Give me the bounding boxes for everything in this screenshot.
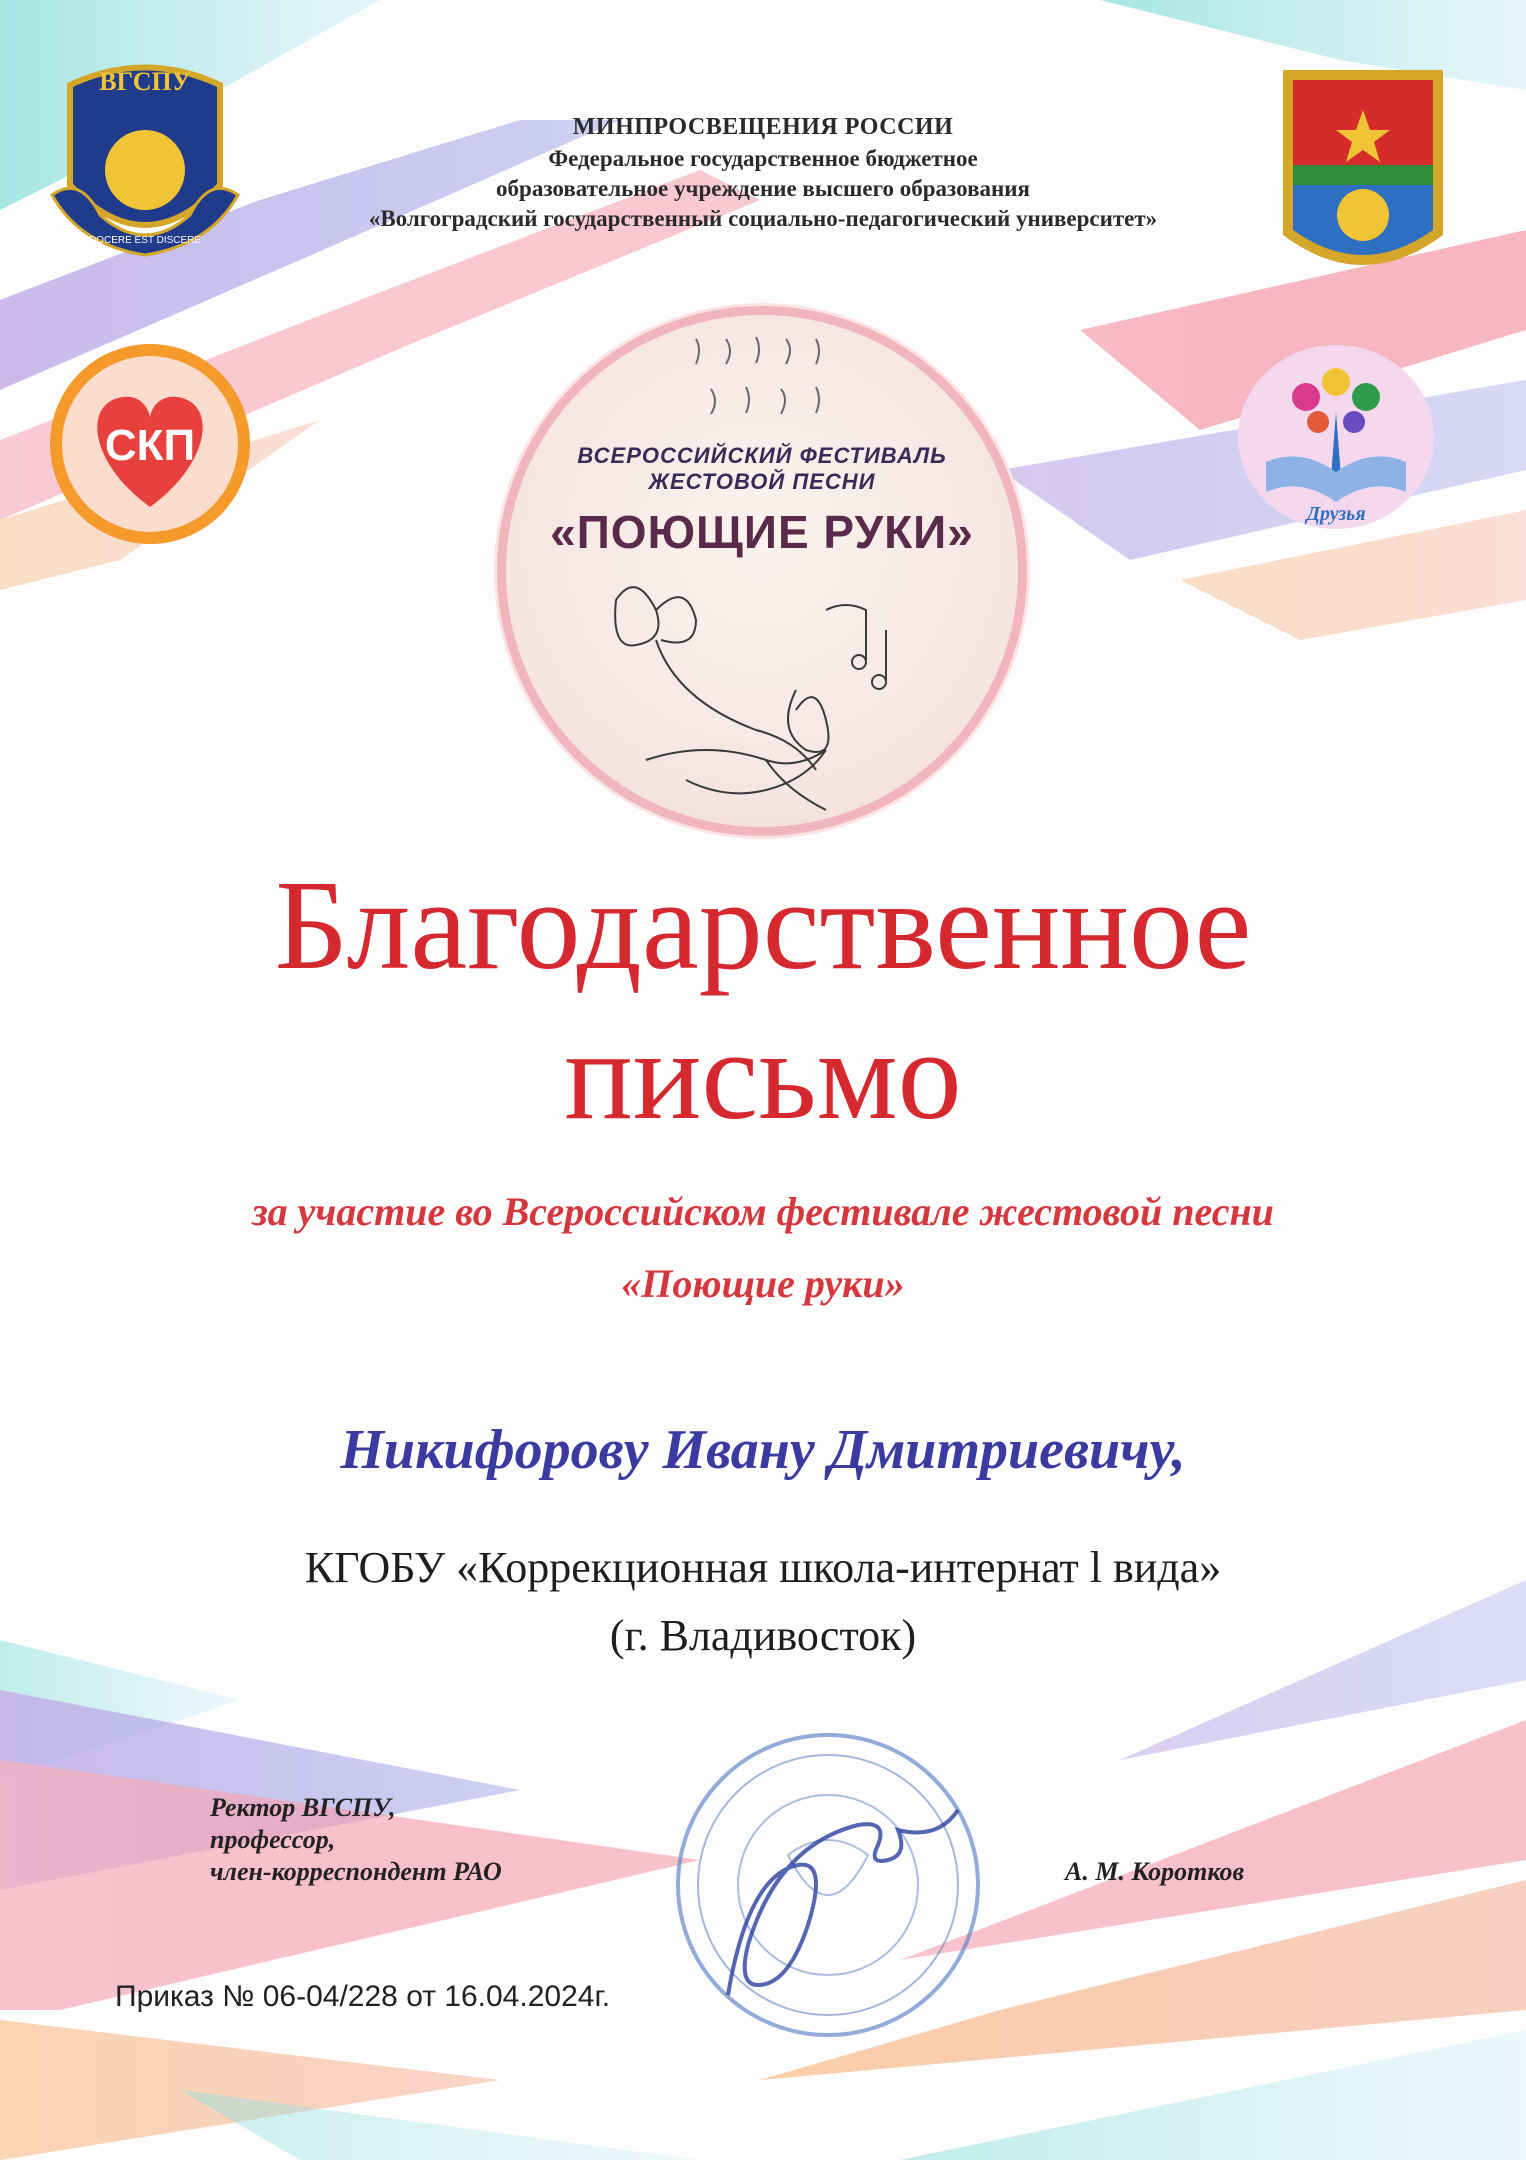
ministry-label: МИНПРОСВЕЩЕНИЯ РОССИИ	[572, 114, 954, 140]
svg-text:DOCERE EST DISCERE: DOCERE EST DISCERE	[88, 235, 202, 246]
ribbon-purple-bottom-right	[1120, 1580, 1526, 1760]
druzya-tree-book-logo-icon	[1236, 342, 1436, 532]
header-line-3: образовательное учреждение высшего образования	[496, 176, 1030, 201]
sign-language-hands-icon	[686, 329, 856, 439]
university-crest-icon	[40, 55, 250, 275]
hand-butterfly-music-drawing-icon	[596, 570, 956, 820]
title-line-2: письмо	[564, 1004, 962, 1146]
skp-heart-logo-icon	[48, 342, 253, 547]
festival-line-3: «ПОЮЩИЕ РУКИ»	[550, 506, 974, 558]
festival-line-1: ВСЕРОССИЙСКИЙ ФЕСТИВАЛЬ	[577, 443, 947, 468]
recipient-city: (г. Владивосток)	[609, 1611, 917, 1660]
festival-line-2: ЖЕСТОВОЙ ПЕСНИ	[648, 469, 876, 494]
signature-scribble-icon	[728, 1810, 958, 1995]
title-line-1: Благодарственное	[274, 854, 1252, 996]
recipient-name: Никифорову Ивану Дмитриевичу,	[340, 1419, 1186, 1481]
festival-emblem	[497, 306, 1027, 836]
svg-text:Друзья: Друзья	[1306, 503, 1366, 525]
header-line-4: «Волгоградский государственный социально-педагогический университет»	[368, 206, 1158, 231]
svg-text:ВГСПУ: ВГСПУ	[99, 67, 191, 96]
subtitle-line-2: «Поющие руки»	[621, 1261, 905, 1306]
subtitle-line-1: за участие во Всероссийском фестивале жестовой песни	[252, 1189, 1274, 1234]
svg-text:СКП: СКП	[104, 421, 196, 470]
header	[230, 110, 1296, 234]
ribbon-teal-bottom-left-2	[180, 2090, 700, 2160]
recipient-school: КГОБУ «Коррекционная школа-интернат l вида»	[304, 1543, 1222, 1592]
header-line-2: Федеральное государственное бюджетное	[548, 146, 978, 171]
signatory-role-line-2: профессор,	[210, 1825, 336, 1854]
order-number: Приказ № 06-04/228 от 16.04.2024г.	[115, 1980, 611, 2013]
signatory-name: А. М. Коротков	[1065, 1857, 1245, 1886]
official-stamp-icon	[668, 1725, 988, 2045]
volgograd-coat-of-arms-icon	[1278, 65, 1448, 290]
signatory-role	[210, 1792, 502, 1888]
signatory-role-line-1: Ректор ВГСПУ,	[210, 1793, 396, 1822]
signatory-role-line-3: член-корреспондент РАО	[210, 1857, 502, 1886]
